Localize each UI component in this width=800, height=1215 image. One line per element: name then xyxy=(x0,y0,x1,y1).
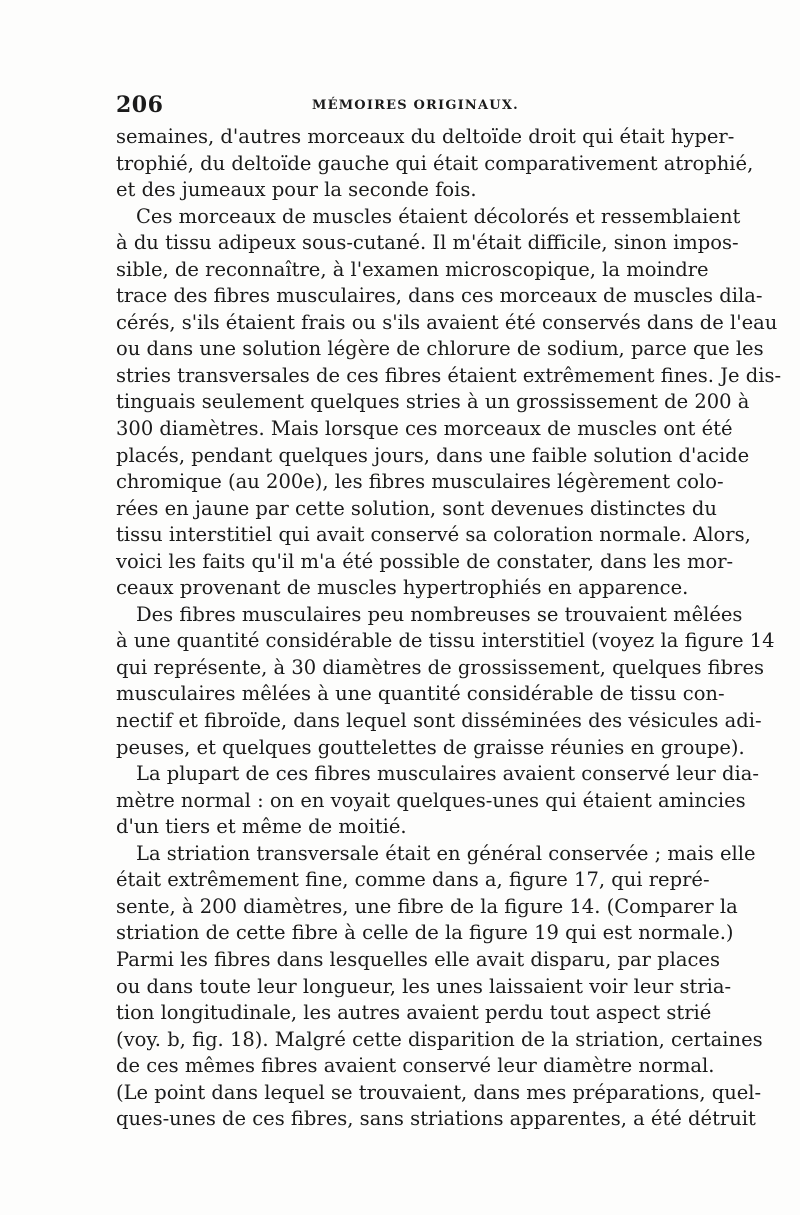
text-line: mètre normal : on en voyait quelques-unes qui étaient amincies xyxy=(116,788,746,812)
text-line: tinguais seulement quelques stries à un grossissement de 200 à xyxy=(116,390,750,414)
text-line: striation de cette fibre à celle de la figure 19 qui est normale.) xyxy=(116,921,734,945)
text-line: d'un tiers et même de moitié. xyxy=(116,815,407,839)
running-title: MÉMOIRES ORIGINAUX. xyxy=(312,98,519,113)
text-line: rées en jaune par cette solution, sont devenues distinctes du xyxy=(116,496,717,520)
running-header xyxy=(116,92,696,122)
text-line: ou dans toute leur longueur, les unes laissaient voir leur stria- xyxy=(116,974,732,998)
paragraph-4 xyxy=(116,761,759,841)
text-line: tion longitudinale, les autres avaient perdu tout aspect strié xyxy=(116,1001,712,1025)
paragraph-3 xyxy=(116,602,775,761)
text-line: (voy. b, fig. 18). Malgré cette disparition de la striation, certaines xyxy=(116,1027,763,1051)
paragraph-2 xyxy=(116,204,782,602)
text-line: Des fibres musculaires peu nombreuses se trouvaient mêlées xyxy=(136,602,743,626)
text-line: voici les faits qu'il m'a été possible de constater, dans les mor- xyxy=(116,549,734,573)
body-text xyxy=(116,124,782,1133)
text-line: et des jumeaux pour la seconde fois. xyxy=(116,178,477,202)
text-line: était extrêmement fine, comme dans a, figure 17, qui repré- xyxy=(116,868,710,892)
text-line: 300 diamètres. Mais lorsque ces morceaux de muscles ont été xyxy=(116,417,733,441)
text-line: (Le point dans lequel se trouvaient, dans mes préparations, quel- xyxy=(116,1080,762,1104)
text-line: semaines, d'autres morceaux du deltoïde droit qui était hyper- xyxy=(116,125,735,148)
text-line: Parmi les fibres dans lesquelles elle avait disparu, par places xyxy=(116,947,720,971)
text-line: sente, à 200 diamètres, une fibre de la figure 14. (Comparer la xyxy=(116,894,738,918)
text-line: qui représente, à 30 diamètres de grossissement, quelques fibres xyxy=(116,655,765,679)
text-line: ques-unes de ces fibres, sans striations apparentes, a été détruit xyxy=(116,1107,756,1131)
text-line: Ces morceaux de muscles étaient décolorés et ressemblaient xyxy=(136,204,741,228)
paragraph-5 xyxy=(116,841,763,1133)
text-line: nectif et fibroïde, dans lequel sont disséminées des vésicules adi- xyxy=(116,709,762,733)
text-line: placés, pendant quelques jours, dans une faible solution d'acide xyxy=(116,443,750,467)
text-line: ceaux provenant de muscles hypertrophiés en apparence. xyxy=(116,576,689,600)
text-line: chromique (au 200e), les fibres musculaires légèrement colo- xyxy=(116,470,724,494)
text-line: de ces mêmes fibres avaient conservé leur diamètre normal. xyxy=(116,1054,715,1078)
text-line: stries transversales de ces fibres étaient extrêmement fines. Je dis- xyxy=(116,363,782,387)
page-number: 206 xyxy=(116,92,164,118)
text-line: tissu interstitiel qui avait conservé sa coloration normale. Alors, xyxy=(116,523,751,547)
text-line: trace des fibres musculaires, dans ces morceaux de muscles dila- xyxy=(116,284,763,308)
text-line: ou dans une solution légère de chlorure de sodium, parce que les xyxy=(116,337,764,361)
text-line: trophié, du deltoïde gauche qui était comparativement atrophié, xyxy=(116,151,754,175)
text-line: La striation transversale était en général conservée ; mais elle xyxy=(136,841,756,865)
paragraph-1 xyxy=(116,124,754,204)
text-line: à une quantité considérable de tissu interstitiel (voyez la figure 14 xyxy=(116,629,775,653)
text-line: à du tissu adipeux sous-cutané. Il m'était difficile, sinon impos- xyxy=(116,231,739,255)
text-line: cérés, s'ils étaient frais ou s'ils avaient été conservés dans de l'eau xyxy=(116,310,778,334)
text-line: musculaires mêlées à une quantité considérable de tissu con- xyxy=(116,682,725,706)
text-line: sible, de reconnaître, à l'examen microscopique, la moindre xyxy=(116,257,709,281)
text-line: La plupart de ces fibres musculaires avaient conservé leur dia- xyxy=(136,762,759,786)
text-line: peuses, et quelques gouttelettes de graisse réunies en groupe). xyxy=(116,735,745,759)
